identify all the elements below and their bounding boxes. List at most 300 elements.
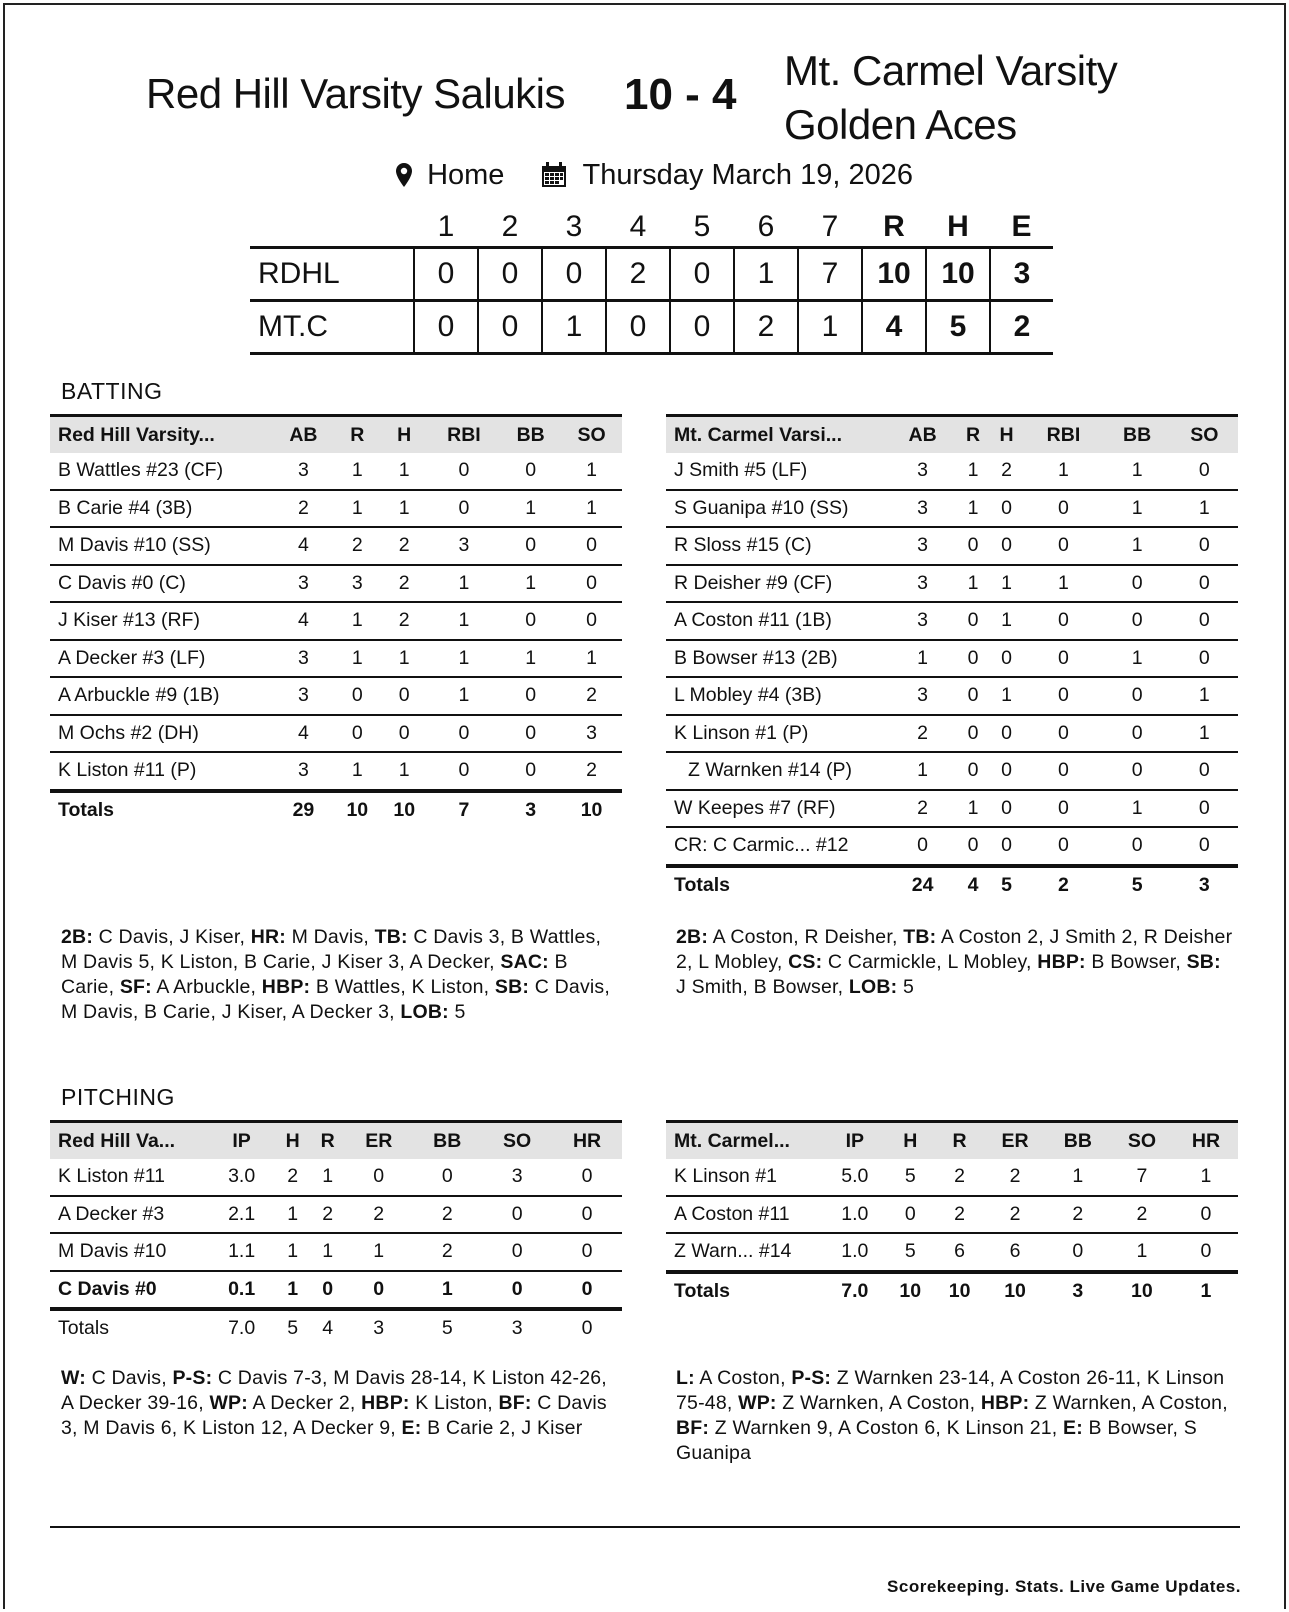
player-row [50,1271,622,1310]
home-batting-notes [61,925,621,1025]
stat-column-header: H [275,1122,310,1160]
player-row [666,453,1238,490]
stat-column-header: H [990,416,1024,454]
stat-cell: 1 [561,640,622,678]
note-value: B Bowser, S Guanipa [676,1417,1197,1464]
hits-total: 10 [926,248,990,301]
note-key: HBP: [1037,951,1086,973]
total-cell: 7.0 [824,1272,886,1310]
stat-cell: 0 [500,752,561,791]
total-cell: 1 [1174,1272,1238,1310]
total-cell: 0 [552,1309,622,1347]
stat-cell: 2 [412,1233,482,1271]
inning-header: 2 [501,210,519,243]
stat-column-header: BB [412,1122,482,1160]
player-row [666,1159,1238,1196]
stat-cell: 2 [412,1196,482,1234]
stat-cell: 0 [482,1196,552,1234]
note-key: P-S: [172,1367,213,1389]
team-column-header: Red Hill Varsity... [50,416,273,454]
stat-cell: 0 [428,490,501,528]
total-cell: 10 [935,1272,984,1310]
stat-cell: 1.0 [824,1196,886,1234]
stat-column-header: R [935,1122,984,1160]
stat-cell: 0 [1171,827,1238,866]
stat-column-header: BB [500,416,561,454]
stat-cell: 0 [1174,1196,1238,1234]
runs-header: R [883,210,905,243]
line-score-header [250,208,1053,248]
player-row [666,790,1238,828]
stat-cell: 0 [552,1196,622,1234]
note-value: 5 [448,1001,466,1023]
stat-cell: 0 [561,602,622,640]
stat-cell: 0 [956,677,990,715]
totals-row [666,1272,1238,1310]
note-value: M Davis, [285,926,375,948]
stat-cell: 0 [956,715,990,753]
game-location: Home [427,158,505,191]
player-name: M Davis #10 [50,1233,208,1271]
player-row [50,677,622,715]
total-cell: 5 [412,1309,482,1347]
note-value: B Bowser, [1085,951,1187,973]
stat-cell: 4 [273,602,334,640]
stat-column-header: ER [984,1122,1046,1160]
stat-column-header: HR [552,1122,622,1160]
stat-cell: 0 [552,1233,622,1271]
stat-cell: 0 [428,752,501,791]
stat-cell: 3 [428,527,501,565]
stat-cell: 3 [334,565,381,603]
team-column-header: Mt. Carmel Varsi... [666,416,889,454]
note-key: P-S: [791,1367,832,1389]
stat-column-header: SO [482,1122,552,1160]
stat-cell: 0 [1104,827,1171,866]
stat-cell: 0 [345,1271,412,1310]
stat-cell: 0 [1046,1233,1110,1272]
inning-score: 0 [414,301,478,354]
stat-cell: 1 [967,459,979,482]
note-value: C Davis, [85,1367,173,1389]
player-name: K Liston #11 (P) [50,752,273,791]
stat-cell: 0 [956,827,990,866]
stat-cell: 0 [1104,565,1171,603]
note-key: TB: [903,926,937,948]
stat-cell: 2 [345,1196,412,1234]
note-value: A Decker 2, [247,1392,362,1414]
stat-column-header: BB [1104,416,1171,454]
final-score: 10 - 4 [624,70,737,119]
stat-cell: 0 [990,490,1024,528]
stat-cell: 2 [889,790,956,828]
stat-cell: 1 [990,677,1024,715]
note-key: TB: [374,926,408,948]
stat-column-header: R [310,1122,345,1160]
inning-score: 0 [414,248,478,301]
player-name: K Linson #1 (P) [666,715,889,753]
player-row [666,1233,1238,1272]
stat-cell: 1 [956,790,990,828]
total-cell: 3 [1046,1272,1110,1310]
stat-cell: 0 [1171,527,1238,565]
stat-cell: 0 [525,459,537,482]
stat-cell: 3 [889,602,956,640]
stat-cell: 5 [904,1165,916,1188]
stat-column-header: RBI [1023,416,1103,454]
line-score-table [250,208,1053,355]
stat-cell: 1 [990,602,1024,640]
inning-header: 3 [565,210,583,243]
home-pitching-table [50,1120,622,1347]
batting-section-title: BATTING [61,378,163,404]
stat-cell: 0 [1023,640,1103,678]
stat-cell: 0 [552,1271,622,1310]
stat-cell: 3 [917,459,929,482]
stat-cell: 1 [586,459,597,482]
stat-column-header: BB [1046,1122,1110,1160]
note-value: C Davis, M Davis, B Carie, J Kiser, A Decker 3, [61,976,611,1023]
stat-cell: 1 [398,459,410,482]
player-name: K Liston #11 [58,1165,165,1188]
stat-cell: 0 [458,459,470,482]
stat-column-header: AB [889,416,956,454]
stat-cell: 0 [1023,715,1103,753]
stat-column-header: AB [273,416,334,454]
stat-cell: 0 [956,640,990,678]
stat-cell: 0 [1174,1233,1238,1272]
stat-column-header: H [381,416,428,454]
stat-cell: 0 [500,677,561,715]
inning-score: 0 [542,248,606,301]
note-value: B Carie, [61,951,568,998]
stat-cell: 0 [990,527,1024,565]
stat-column-header: SO [1171,416,1238,454]
player-name: Z Warn... #14 [666,1233,824,1272]
stats-header-row [666,1122,1238,1160]
total-cell: 7.0 [208,1309,275,1347]
stat-cell: 0 [990,715,1024,753]
player-row [50,565,622,603]
stat-cell: 1 [500,490,561,528]
player-row [666,752,1238,790]
stat-cell: 0 [310,1271,345,1310]
note-value: Z Warnken 23-14, A Coston 26-11, K Linson 75-48, [676,1367,1225,1414]
player-row [50,1159,622,1196]
home-team-name: Red Hill Varsity Salukis [146,70,566,117]
stat-cell: 0 [1023,790,1103,828]
stat-cell: 0 [1104,602,1171,640]
stat-cell: 3 [889,677,956,715]
stat-cell: 4 [273,527,334,565]
team-column-header: Red Hill Va... [50,1122,208,1160]
stat-cell: 0 [990,790,1024,828]
note-key: SAC: [500,951,549,973]
stat-cell: 0 [956,752,990,790]
stats-header-row [50,416,622,454]
total-cell: 3 [500,791,561,829]
stat-cell: 0 [1023,677,1103,715]
inning-header: 6 [757,210,775,243]
note-key: LOB: [848,976,898,998]
inning-score: 0 [606,301,670,354]
stat-cell: 1 [428,565,501,603]
stat-cell: 1 [334,752,381,791]
calendar-icon [540,161,568,189]
stat-cell: 1 [956,490,990,528]
stat-cell: 1 [1171,677,1238,715]
stat-cell: 0 [561,527,622,565]
total-cell: 3 [482,1309,552,1347]
player-name: CR: C Carmic... #12 [666,827,889,866]
note-key: HBP: [361,1392,410,1414]
stat-cell: 2 [1001,459,1013,482]
player-row [50,1233,622,1271]
stat-column-header: IP [208,1122,275,1160]
player-name: J Kiser #13 (RF) [50,602,273,640]
player-name: J Smith #5 (LF) [674,459,808,482]
stat-cell: 2 [287,1165,299,1188]
note-value: Z Warnken, A Coston, [1029,1392,1228,1414]
stat-cell: 0 [990,640,1024,678]
note-value: A Coston, R Deisher, [708,926,904,948]
stat-cell: 0 [334,677,381,715]
stat-cell: 0 [581,1165,593,1188]
player-name: Z Warnken #14 (P) [666,752,889,790]
stat-cell: 0 [1198,459,1210,482]
player-row [50,1196,622,1234]
note-key: WP: [738,1392,777,1414]
note-key: E: [401,1417,422,1439]
total-cell: 10 [984,1272,1046,1310]
stat-cell: 2 [935,1196,984,1234]
stat-cell: 2 [1110,1196,1174,1234]
note-key: LOB: [400,1001,449,1023]
player-row [50,715,622,753]
stat-cell: 1 [500,640,561,678]
stat-cell: 7 [1136,1165,1148,1188]
stat-cell: 0 [482,1233,552,1271]
note-key: HR: [250,926,286,948]
line-score-row [250,248,1053,301]
stat-cell: 0 [1023,602,1103,640]
stat-cell: 1 [889,752,956,790]
note-value: C Davis, J Kiser, [93,926,251,948]
footer-tagline: Scorekeeping. Stats. Live Game Updates. [887,1577,1241,1596]
player-name: A Decker #3 (LF) [50,640,273,678]
away-team-name: Mt. Carmel Varsity Golden Aces [784,47,1118,148]
home-pitching-notes [61,1366,621,1441]
total-cell: 2 [1023,866,1103,904]
stat-cell: 0 [886,1196,935,1234]
player-row [666,527,1238,565]
stat-column-header: H [886,1122,935,1160]
stat-cell: 0 [334,715,381,753]
stat-cell: 1 [1104,790,1171,828]
stat-cell: 1 [412,1271,482,1310]
stat-cell: 0 [428,715,501,753]
stat-cell: 3 [273,565,334,603]
stat-cell: 0 [1023,752,1103,790]
note-key: 2B: [61,926,94,948]
player-row [666,565,1238,603]
stat-cell: 3 [273,677,334,715]
stat-cell: 1 [1131,459,1143,482]
inning-score: 0 [478,301,542,354]
note-key: WP: [209,1392,248,1414]
stat-cell: 1 [1058,459,1069,482]
stat-cell: 1 [1023,565,1103,603]
stat-cell: 0 [956,527,990,565]
stats-header-row [50,1122,622,1160]
note-value: 5 [897,976,914,998]
inning-header: 4 [629,210,647,243]
player-row [666,640,1238,678]
stat-cell: 1 [275,1233,310,1271]
stat-cell: 1 [334,602,381,640]
inning-score: 1 [542,301,606,354]
stat-cell: 2 [889,715,956,753]
line-score-team: MT.C [250,301,414,354]
footer-divider [50,1526,1240,1528]
stat-cell: 3 [273,640,334,678]
game-date: Thursday March 19, 2026 [582,158,914,191]
note-key: HBP: [261,976,311,998]
stat-cell: 0 [889,827,956,866]
note-value: B Wattles, K Liston, [310,976,495,998]
total-cell: 29 [273,791,334,829]
player-name: A Coston #11 [666,1196,824,1234]
player-name: B Wattles #23 (CF) [58,459,224,482]
note-key: CS: [788,951,823,973]
stat-cell: 1 [351,459,363,482]
inning-score: 7 [798,248,862,301]
note-key: W: [61,1367,86,1389]
totals-label: Totals [666,1272,824,1310]
stat-cell: 1 [428,602,501,640]
stat-cell: 1 [1104,490,1171,528]
inning-header: 5 [693,210,711,243]
stat-column-header: RBI [428,416,501,454]
note-value: C Carmickle, L Mobley, [822,951,1038,973]
stat-cell: 1 [1171,715,1238,753]
note-key: BF: [498,1392,532,1414]
player-row [50,752,622,791]
inning-score: 0 [670,301,734,354]
total-cell: 24 [889,866,956,904]
runs-total: 10 [862,248,926,301]
stat-column-header: SO [561,416,622,454]
stat-cell: 0 [990,827,1024,866]
away-batting-notes [676,925,1236,1000]
stat-column-header: HR [1174,1122,1238,1160]
player-name: A Arbuckle #9 (1B) [50,677,273,715]
player-row [50,640,622,678]
player-name: C Davis #0 [50,1271,208,1310]
team-column-header: Mt. Carmel... [666,1122,824,1160]
note-value: C Davis 3, B Wattles, M Davis 5, K Liston, B Carie, J Kiser 3, A Decker, [61,926,602,973]
stat-cell: 3 [561,715,622,753]
stat-cell: 4 [273,715,334,753]
stat-cell: 1 [990,565,1024,603]
stat-cell: 0 [1023,827,1103,866]
stat-cell: 3 [889,527,956,565]
stat-cell: 0 [1104,715,1171,753]
player-row [666,827,1238,866]
stat-cell: 0 [1171,752,1238,790]
player-name: S Guanipa #10 (SS) [666,490,889,528]
player-row [666,677,1238,715]
player-name: W Keepes #7 (RF) [666,790,889,828]
total-cell: 5 [990,866,1024,904]
stat-column-header: R [334,416,381,454]
stat-cell: 1 [1110,1233,1174,1272]
stat-cell: 6 [984,1233,1046,1272]
stat-cell: 0 [990,752,1024,790]
stat-cell: 1 [275,1196,310,1234]
away-pitching-table [666,1120,1238,1309]
note-key: BF: [676,1417,710,1439]
total-cell: 10 [334,791,381,829]
away-batting-table [666,414,1238,903]
stat-cell: 0 [381,677,428,715]
home-batting-table [50,414,622,828]
player-name: R Deisher #9 (CF) [666,565,889,603]
stat-cell: 0 [1104,677,1171,715]
inning-score: 2 [606,248,670,301]
stat-cell: 5.0 [841,1165,869,1188]
stat-cell: 0 [956,602,990,640]
inning-score: 1 [734,248,798,301]
errors-total: 3 [1013,257,1031,290]
stat-cell: 1 [275,1271,310,1310]
hits-header: H [947,210,969,243]
player-name: A Decker #3 [50,1196,208,1234]
stat-cell: 1 [381,752,428,791]
totals-row [666,866,1238,904]
note-value: C Davis 7-3, M Davis 28-14, K Liston 42-26, A Decker 39-16, [61,1367,607,1414]
player-name: R Sloss #15 (C) [666,527,889,565]
note-value: A Arbuckle, [151,976,262,998]
errors-total: 2 [1013,310,1031,343]
total-cell: 5 [275,1309,310,1347]
stat-cell: 2 [954,1165,966,1188]
note-value: J Smith, B Bowser, [676,976,849,998]
line-score-corner [250,208,414,248]
player-row [666,1196,1238,1234]
inning-header: 1 [437,210,455,243]
stat-cell: 1 [381,490,428,528]
note-value: Z Warnken 9, A Coston 6, K Linson 21, [709,1417,1064,1439]
totals-row [50,791,622,829]
stat-cell: 0 [500,527,561,565]
totals-label: Totals [50,791,273,829]
stat-cell: 1 [561,490,622,528]
stat-cell: 0 [1023,527,1103,565]
stat-cell: 1 [322,1165,334,1188]
inning-score: 0 [670,248,734,301]
stat-cell: 2.1 [208,1196,275,1234]
stat-cell: 1 [1171,490,1238,528]
stat-column-header: R [956,416,990,454]
stat-cell: 0 [441,1165,453,1188]
game-meta [395,158,913,192]
errors-header: E [1011,210,1032,243]
stat-cell: 1 [334,490,381,528]
note-key: SF: [119,976,152,998]
player-name: L Mobley #4 (3B) [666,677,889,715]
total-cell: 10 [381,791,428,829]
